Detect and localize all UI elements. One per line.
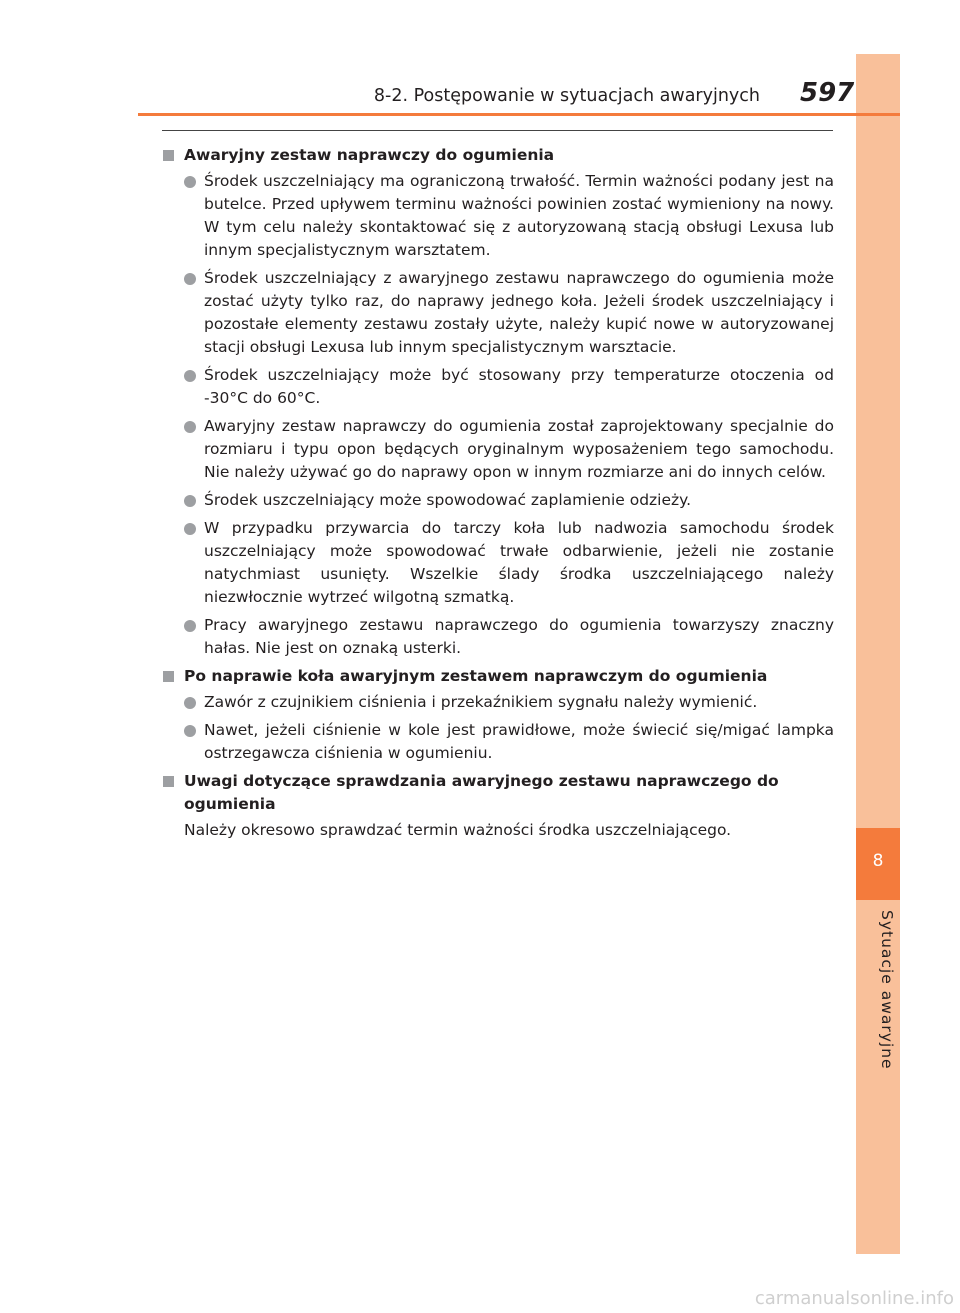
section-heading [162, 665, 834, 688]
list-item [162, 691, 834, 714]
section-heading [162, 144, 834, 167]
chapter-number: 8 [872, 851, 884, 871]
heading-text: Awaryjny zestaw naprawczy do ogumienia [184, 146, 555, 164]
heading-text: Uwagi dotyczące sprawdzania awaryjnego zestawu naprawczego do ogumienia [184, 772, 779, 813]
chapter-side-tab [856, 54, 900, 1254]
circle-bullet-icon [184, 370, 196, 382]
section-rule [162, 130, 833, 131]
list-item-text: W przypadku przywarcia do tarczy koła lub nadwozia samochodu środek uszczelniający może spowodować trwałe odbarwienie, jeżeli nie zostanie natychmiast usunięty. Wszelkie ślady środka uszczelniającego należy niezwłocznie wytrzeć wilgotną szmatką. [204, 519, 834, 606]
circle-bullet-icon [184, 697, 196, 709]
list-item [162, 415, 834, 484]
chapter-name: Sytuacje awaryjne [878, 910, 896, 1070]
circle-bullet-icon [184, 176, 196, 188]
square-bullet-icon [163, 150, 174, 161]
circle-bullet-icon [184, 620, 196, 632]
circle-bullet-icon [184, 523, 196, 535]
circle-bullet-icon [184, 273, 196, 285]
section-title: 8-2. Postępowanie w sytuacjach awaryjnych [373, 86, 760, 106]
list-item [162, 517, 834, 609]
list-item [162, 489, 834, 512]
list-item-text: Pracy awaryjnego zestawu naprawczego do ogumienia towarzyszy znaczny hałas. Nie jest on oznaką usterki. [204, 616, 834, 657]
heading-text: Po naprawie koła awaryjnym zestawem naprawczym do ogumienia [184, 667, 768, 685]
list-item [162, 364, 834, 410]
paragraph: Należy okresowo sprawdzać termin ważności środka uszczelniającego. [184, 821, 732, 839]
watermark: carmanualsonline.info [754, 1288, 954, 1309]
list-item-text: Środek uszczelniający może spowodować zaplamienie odzieży. [204, 491, 692, 509]
list-item-text: Zawór z czujnikiem ciśnienia i przekaźnikiem sygnału należy wymienić. [204, 693, 758, 711]
circle-bullet-icon [184, 495, 196, 507]
list-item-text: Środek uszczelniający z awaryjnego zestawu naprawczego do ogumienia może zostać użyty tylko raz, do naprawy jednego koła. Jeżeli środek uszczelniający i pozostałe elementy zestawu zostały użyte, należy kupić nowe w autoryzowanej stacji obsługi Lexusa lub innym specjalistycznym warsztacie. [204, 269, 834, 356]
circle-bullet-icon [184, 725, 196, 737]
header-rule [138, 113, 900, 116]
list-item-text: Awaryjny zestaw naprawczy do ogumienia został zaprojektowany specjalnie do rozmiaru i typu opon będących oryginalnym wyposażeniem tego samochodu. Nie należy używać go do naprawy opon w innym rozmiarze ani do innych celów. [204, 417, 834, 481]
square-bullet-icon [163, 776, 174, 787]
page-content [162, 141, 834, 842]
list-item-text: Środek uszczelniający może być stosowany przy temperaturze otoczenia od -30°C do 60°C. [204, 366, 834, 407]
square-bullet-icon [163, 671, 174, 682]
circle-bullet-icon [184, 421, 196, 433]
page-number: 597 [800, 78, 855, 108]
list-item-text: Środek uszczelniający ma ograniczoną trwałość. Termin ważności podany jest na butelce. Przed upływem terminu ważności powinien zostać wymieniony na nowy. W tym celu należy skontaktować się z autoryzowaną stacją obsługi Lexusa lub innym specjalistycznym warsztatem. [204, 172, 834, 259]
list-item [162, 719, 834, 765]
list-item [162, 267, 834, 359]
section-heading [162, 770, 834, 816]
list-item [162, 170, 834, 262]
list-item [162, 614, 834, 660]
list-item-text: Nawet, jeżeli ciśnienie w kole jest prawidłowe, może świecić się/migać lampka ostrzegawcza ciśnienia w ogumieniu. [204, 721, 834, 762]
